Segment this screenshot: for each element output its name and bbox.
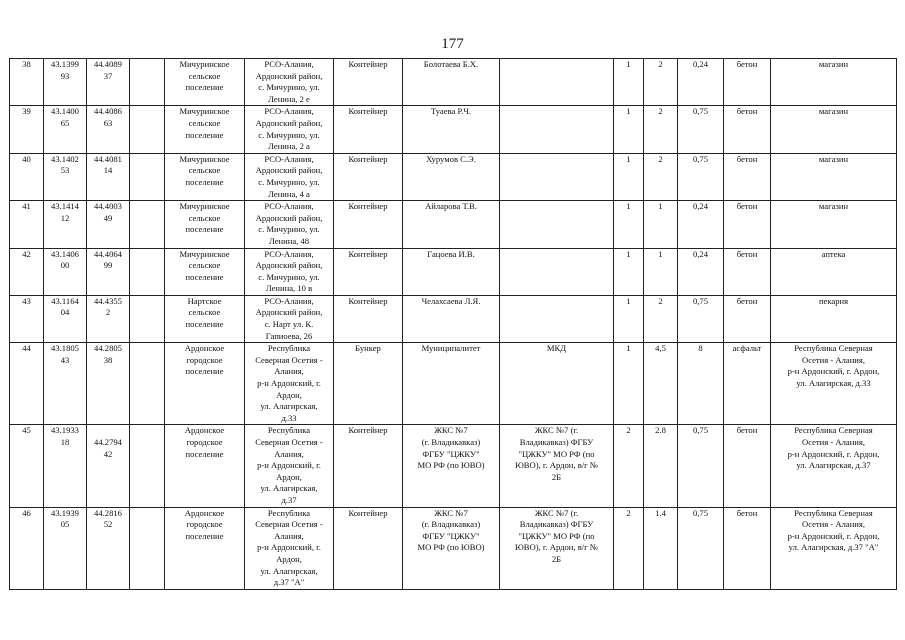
surface-cell: бетон: [724, 201, 771, 248]
waste-source-cell: [500, 106, 614, 153]
address-cell: РСО-Алания, Ардонский район, с. Мичурино, ул. Ленина, 10 в: [245, 248, 334, 295]
settlement-cell: Мичуринское сельское поселение: [165, 59, 245, 106]
surface-cell: бетон: [724, 507, 771, 589]
container-type-cell: Контейнер: [334, 507, 403, 589]
capacity-cell: 2: [644, 295, 678, 342]
row-number-cell: 42: [10, 248, 44, 295]
latitude-cell: 43.1399 93: [44, 59, 87, 106]
capacity-cell: 1: [644, 248, 678, 295]
table-row: [10, 425, 897, 507]
empty-cell: [130, 425, 165, 507]
address-cell: РСО-Алания, Ардонский район, с. Мичурино, ул. Ленина, 4 а: [245, 153, 334, 200]
latitude-cell: 43.1400 65: [44, 106, 87, 153]
owner-cell: Туаева Р.Ч.: [403, 106, 500, 153]
capacity-cell: 2: [644, 106, 678, 153]
owner-cell: Гацоева И.В.: [403, 248, 500, 295]
surface-cell: бетон: [724, 106, 771, 153]
longitude-cell: 44.4081 14: [87, 153, 130, 200]
table-row: [10, 248, 897, 295]
waste-source-cell: [500, 201, 614, 248]
row-number-cell: 41: [10, 201, 44, 248]
settlement-cell: Мичуринское сельское поселение: [165, 153, 245, 200]
latitude-cell: 43.1402 53: [44, 153, 87, 200]
volume-cell: 0,75: [678, 295, 724, 342]
empty-cell: [130, 201, 165, 248]
capacity-cell: 1.4: [644, 507, 678, 589]
container-type-cell: Бункер: [334, 343, 403, 425]
page-number: 177: [441, 36, 464, 52]
address-cell: РСО-Алания, Ардонский район, с. Мичурино, ул. Ленина, 48: [245, 201, 334, 248]
capacity-cell: 2.8: [644, 425, 678, 507]
row-number-cell: 39: [10, 106, 44, 153]
capacity-cell: 4,5: [644, 343, 678, 425]
waste-sites-table: [9, 58, 897, 590]
site-object-cell: аптека: [771, 248, 897, 295]
container-type-cell: Контейнер: [334, 106, 403, 153]
volume-cell: 0,75: [678, 425, 724, 507]
owner-cell: Муниципалитет: [403, 343, 500, 425]
address-cell: Республика Северная Осетия - Алания, р-н Ардонский, г. Ардон, ул. Алагирская, д.37 "А": [245, 507, 334, 589]
surface-cell: бетон: [724, 153, 771, 200]
latitude-cell: 43.1414 12: [44, 201, 87, 248]
count-cell: 1: [614, 201, 644, 248]
site-object-cell: Республика Северная Осетия - Алания, р-н Ардонский, г. Ардон, ул. Алагирская, д.33: [771, 343, 897, 425]
table-row: [10, 507, 897, 589]
table-row: [10, 343, 897, 425]
volume-cell: 0,24: [678, 248, 724, 295]
container-type-cell: Контейнер: [334, 153, 403, 200]
volume-cell: 0,24: [678, 59, 724, 106]
empty-cell: [130, 59, 165, 106]
count-cell: 1: [614, 106, 644, 153]
waste-source-cell: МКД: [500, 343, 614, 425]
settlement-cell: Мичуринское сельское поселение: [165, 201, 245, 248]
volume-cell: 8: [678, 343, 724, 425]
empty-cell: [130, 153, 165, 200]
row-number-cell: 43: [10, 295, 44, 342]
site-object-cell: Республика Северная Осетия - Алания, р-н Ардонский, г. Ардон, ул. Алагирская, д.37: [771, 425, 897, 507]
table-row: [10, 295, 897, 342]
latitude-cell: 43.1164 04: [44, 295, 87, 342]
count-cell: 2: [614, 507, 644, 589]
settlement-cell: Ардонское городское поселение: [165, 343, 245, 425]
waste-source-cell: [500, 153, 614, 200]
owner-cell: Болотаева Б.Х.: [403, 59, 500, 106]
empty-cell: [130, 248, 165, 295]
longitude-cell: 44.4355 2: [87, 295, 130, 342]
settlement-cell: Ардонское городское поселение: [165, 507, 245, 589]
latitude-cell: 43.1939 05: [44, 507, 87, 589]
latitude-cell: 43.1933 18: [44, 425, 87, 507]
count-cell: 1: [614, 59, 644, 106]
capacity-cell: 2: [644, 153, 678, 200]
count-cell: 2: [614, 425, 644, 507]
address-cell: Республика Северная Осетия - Алания, р-н Ардонский, г. Ардон, ул. Алагирская, д.37: [245, 425, 334, 507]
empty-cell: [130, 343, 165, 425]
empty-cell: [130, 507, 165, 589]
waste-source-cell: [500, 295, 614, 342]
surface-cell: бетон: [724, 425, 771, 507]
owner-cell: Челахсаева Л.Я.: [403, 295, 500, 342]
volume-cell: 0,75: [678, 106, 724, 153]
container-type-cell: Контейнер: [334, 248, 403, 295]
settlement-cell: Ардонское городское поселение: [165, 425, 245, 507]
longitude-cell: 44.2805 38: [87, 343, 130, 425]
table-row: [10, 106, 897, 153]
volume-cell: 0,75: [678, 507, 724, 589]
address-cell: РСО-Алания, Ардонский район, с. Мичурино, ул. Ленина, 2 а: [245, 106, 334, 153]
count-cell: 1: [614, 153, 644, 200]
surface-cell: бетон: [724, 248, 771, 295]
count-cell: 1: [614, 295, 644, 342]
row-number-cell: 40: [10, 153, 44, 200]
row-number-cell: 46: [10, 507, 44, 589]
table-row: [10, 201, 897, 248]
address-cell: Республика Северная Осетия - Алания, р-н Ардонский, г. Ардон, ул. Алагирская, д.33: [245, 343, 334, 425]
empty-cell: [130, 106, 165, 153]
owner-cell: Айларова Т.В.: [403, 201, 500, 248]
volume-cell: 0,75: [678, 153, 724, 200]
settlement-cell: Мичуринское сельское поселение: [165, 248, 245, 295]
surface-cell: бетон: [724, 295, 771, 342]
capacity-cell: 2: [644, 59, 678, 106]
waste-source-cell: ЖКС №7 (г. Владикавказ) ФГБУ "ЦЖКУ" МО РФ (по ЮВО), г. Ардон, в/г № 2Б: [500, 425, 614, 507]
empty-cell: [130, 295, 165, 342]
site-object-cell: магазин: [771, 201, 897, 248]
address-cell: РСО-Алания, Ардонский район, с. Нарт ул. К. Гапиоева, 26: [245, 295, 334, 342]
surface-cell: асфальт: [724, 343, 771, 425]
row-number-cell: 45: [10, 425, 44, 507]
table-body: [10, 59, 897, 590]
latitude-cell: 43.1805 43: [44, 343, 87, 425]
surface-cell: бетон: [724, 59, 771, 106]
capacity-cell: 1: [644, 201, 678, 248]
volume-cell: 0,24: [678, 201, 724, 248]
site-object-cell: пекарня: [771, 295, 897, 342]
table-row: [10, 153, 897, 200]
site-object-cell: магазин: [771, 106, 897, 153]
row-number-cell: 44: [10, 343, 44, 425]
table-row: [10, 59, 897, 106]
address-cell: РСО-Алания, Ардонский район, с. Мичурино, ул. Ленина, 2 е: [245, 59, 334, 106]
row-number-cell: 38: [10, 59, 44, 106]
longitude-cell: 44.4064 99: [87, 248, 130, 295]
container-type-cell: Контейнер: [334, 201, 403, 248]
site-object-cell: магазин: [771, 153, 897, 200]
settlement-cell: Нартское сельское поселение: [165, 295, 245, 342]
site-object-cell: Республика Северная Осетия - Алания, р-н Ардонский, г. Ардон, ул. Алагирская, д.37 "А": [771, 507, 897, 589]
settlement-cell: Мичуринское сельское поселение: [165, 106, 245, 153]
owner-cell: ЖКС №7 (г. Владикавказ) ФГБУ "ЦЖКУ" МО РФ (по ЮВО): [403, 425, 500, 507]
count-cell: 1: [614, 343, 644, 425]
owner-cell: Хурумов С.Э.: [403, 153, 500, 200]
latitude-cell: 43.1406 00: [44, 248, 87, 295]
owner-cell: ЖКС №7 (г. Владикавказ) ФГБУ "ЦЖКУ" МО РФ (по ЮВО): [403, 507, 500, 589]
container-type-cell: Контейнер: [334, 425, 403, 507]
longitude-cell: 44.4086 63: [87, 106, 130, 153]
longitude-cell: 44.2816 52: [87, 507, 130, 589]
site-object-cell: магазин: [771, 59, 897, 106]
count-cell: 1: [614, 248, 644, 295]
longitude-cell: 44.4003 49: [87, 201, 130, 248]
longitude-cell: 44.2794 42: [87, 425, 130, 507]
waste-source-cell: [500, 248, 614, 295]
waste-source-cell: ЖКС №7 (г. Владикавказ) ФГБУ "ЦЖКУ" МО РФ (по ЮВО), г. Ардон, в/г № 2Б: [500, 507, 614, 589]
longitude-cell: 44.4089 37: [87, 59, 130, 106]
waste-source-cell: [500, 59, 614, 106]
container-type-cell: Контейнер: [334, 295, 403, 342]
container-type-cell: Контейнер: [334, 59, 403, 106]
